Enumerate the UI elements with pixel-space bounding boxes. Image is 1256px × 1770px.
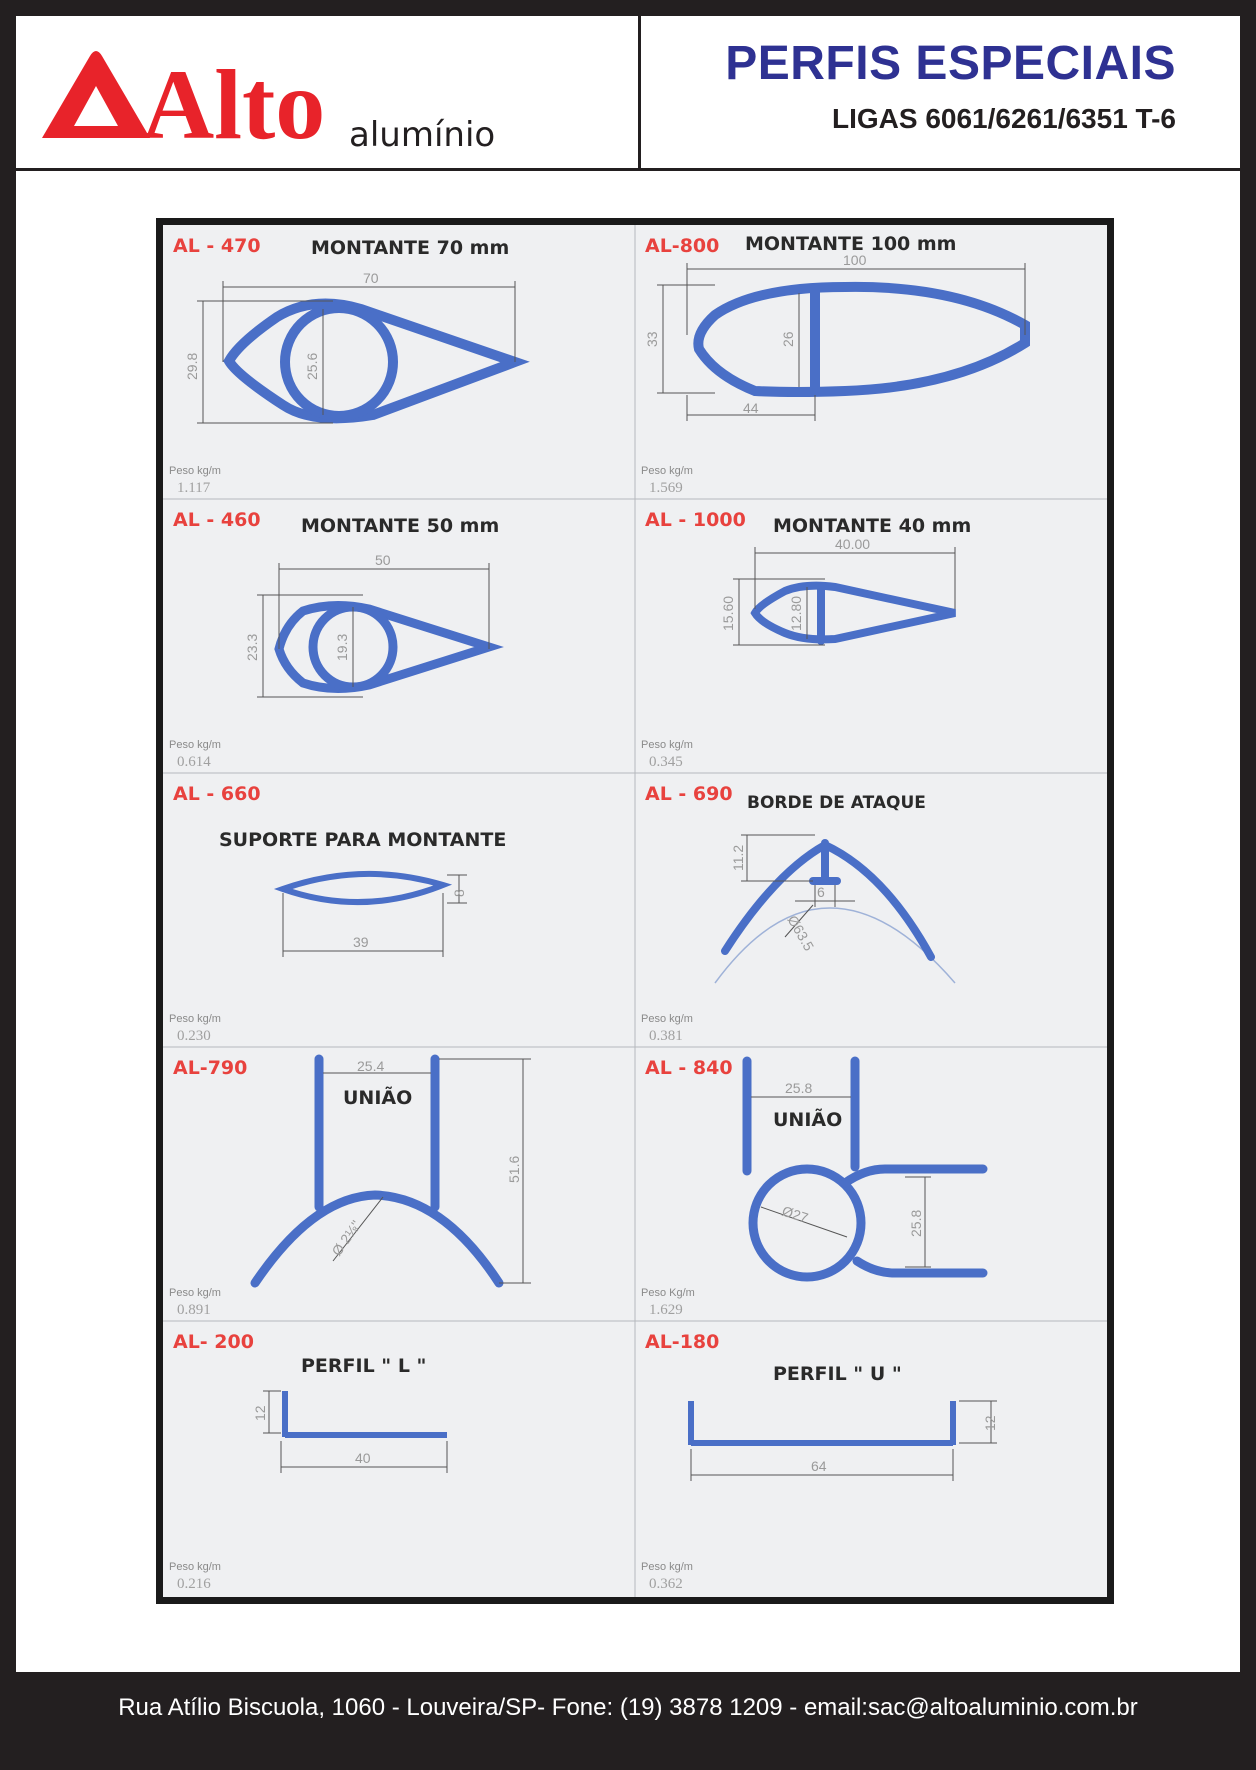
page-footer xyxy=(0,1688,1256,1728)
weight-label: Peso kg/m xyxy=(169,1561,221,1573)
catalog-grid xyxy=(163,225,1107,1597)
al-800-dim-height: 33 xyxy=(644,331,660,347)
brand-name: Alto xyxy=(142,49,326,160)
weight-label: Peso Kg/m xyxy=(641,1287,695,1299)
weight-value: 0.216 xyxy=(177,1576,211,1592)
profile-name: MONTANTE 100 mm xyxy=(745,233,957,255)
weight-label: Peso kg/m xyxy=(641,465,693,477)
al-470-dim-width: 70 xyxy=(363,270,379,286)
profile-name: UNIÃO xyxy=(773,1109,843,1131)
page-title: PERFIS ESPECIAIS xyxy=(725,37,1176,90)
weight-label: Peso kg/m xyxy=(169,739,221,751)
weight-value: 0.381 xyxy=(649,1028,683,1044)
alto-logo xyxy=(34,34,594,164)
al-180-dim-width: 64 xyxy=(811,1458,827,1474)
al-200-dim-width: 40 xyxy=(355,1450,371,1466)
al-660-drawing xyxy=(163,773,633,1047)
profile-card-al-200 xyxy=(163,1321,633,1595)
profile-name: MONTANTE 40 mm xyxy=(773,515,972,537)
al-800-dim-width: 100 xyxy=(843,252,867,268)
al-200-dim-height: 12 xyxy=(252,1405,268,1421)
page-subtitle: LIGAS 6061/6261/6351 T-6 xyxy=(832,102,1176,134)
profile-code: AL - 690 xyxy=(645,783,733,805)
al-800-dim-bottom: 44 xyxy=(743,400,759,416)
al-470-dim-height: 29.8 xyxy=(184,352,200,380)
al-1000-dim-width: 40.00 xyxy=(835,536,871,552)
profile-card-al-460 xyxy=(163,499,633,773)
profile-card-al-1000 xyxy=(635,499,1105,773)
al-790-dim-height: 51.6 xyxy=(506,1155,522,1183)
al-690-dim-height: 11.2 xyxy=(730,844,746,871)
weight-value: 1.117 xyxy=(177,480,211,496)
al-690-dim-diameter: Ø63.5 xyxy=(784,912,818,954)
al-800-drawing xyxy=(635,225,1105,499)
logo-triangle-icon xyxy=(42,51,150,138)
profile-name: PERFIL " U " xyxy=(773,1363,902,1385)
al-790-dim-diameter: Ø 2⅛" xyxy=(328,1217,364,1259)
al-1000-drawing xyxy=(635,499,1105,773)
catalog-sheet xyxy=(16,16,1240,1672)
weight-value: 0.362 xyxy=(649,1576,683,1592)
al-180-dim-height: 12 xyxy=(982,1415,998,1431)
al-460-dim-width: 50 xyxy=(375,552,391,568)
weight-value: 0.614 xyxy=(177,754,211,770)
profile-name: SUPORTE PARA MONTANTE xyxy=(219,829,507,851)
al-660-dim-height: 8 xyxy=(451,889,467,897)
weight-value: 1.569 xyxy=(649,480,683,496)
weight-label: Peso kg/m xyxy=(169,1013,221,1025)
profile-catalog xyxy=(156,218,1114,1604)
profile-card-al-790 xyxy=(163,1047,633,1321)
profile-name: UNIÃO xyxy=(343,1087,413,1109)
weight-value: 0.345 xyxy=(649,754,683,770)
profile-code: AL-800 xyxy=(645,235,720,257)
profile-card-al-690 xyxy=(635,773,1105,1047)
page-header xyxy=(16,16,1240,171)
weight-label: Peso kg/m xyxy=(169,1287,221,1299)
profile-code: AL - 1000 xyxy=(645,509,746,531)
al-470-dim-inner: 25.6 xyxy=(304,352,320,380)
al-840-dim-width: 25.8 xyxy=(785,1080,813,1096)
profile-card-al-800 xyxy=(635,225,1105,499)
al-690-dim-width: 6 xyxy=(817,884,825,900)
weight-value: 1.629 xyxy=(649,1302,683,1318)
profile-code: AL - 840 xyxy=(645,1057,733,1079)
al-1000-dim-height: 15.60 xyxy=(720,595,736,631)
brand-suffix: alumínio xyxy=(349,115,496,155)
title-block xyxy=(656,38,1176,158)
al-470-drawing xyxy=(163,225,633,499)
al-840-dim-height: 25.8 xyxy=(908,1209,924,1237)
al-460-drawing xyxy=(163,499,633,773)
profile-name: BORDE DE ATAQUE xyxy=(747,793,926,813)
profile-code: AL - 660 xyxy=(173,783,261,805)
weight-label: Peso kg/m xyxy=(641,739,693,751)
weight-label: Peso kg/m xyxy=(169,465,221,477)
profile-code: AL-790 xyxy=(173,1057,248,1079)
header-divider xyxy=(638,16,641,168)
profile-card-al-840 xyxy=(635,1047,1105,1321)
profile-name: PERFIL " L " xyxy=(301,1355,427,1377)
weight-value: 0.230 xyxy=(177,1028,211,1044)
al-460-dim-height: 23.3 xyxy=(244,633,260,661)
al-690-drawing xyxy=(635,773,1105,1047)
profile-code: AL - 460 xyxy=(173,509,261,531)
profile-code: AL-180 xyxy=(645,1331,720,1353)
profile-code: AL- 200 xyxy=(173,1331,254,1353)
profile-card-al-180 xyxy=(635,1321,1105,1595)
al-800-dim-inner: 26 xyxy=(780,331,796,347)
profile-code: AL - 470 xyxy=(173,235,261,257)
al-660-dim-width: 39 xyxy=(353,934,369,950)
al-840-dim-diameter: Ø27 xyxy=(780,1202,811,1227)
weight-label: Peso kg/m xyxy=(641,1013,693,1025)
al-790-dim-width: 25.4 xyxy=(357,1058,385,1074)
al-1000-dim-inner: 12.80 xyxy=(788,595,804,631)
profile-name: MONTANTE 70 mm xyxy=(311,237,510,259)
weight-label: Peso kg/m xyxy=(641,1561,693,1573)
profile-name: MONTANTE 50 mm xyxy=(301,515,500,537)
al-460-dim-inner: 19.3 xyxy=(334,633,350,661)
profile-card-al-470 xyxy=(163,225,633,499)
footer-contact: Rua Atílio Biscuola, 1060 - Louveira/SP- Fone: (19) 3878 1209 - email:sac@altoaluminio.com.br xyxy=(118,1694,1138,1721)
al-840-drawing xyxy=(635,1047,1105,1321)
weight-value: 0.891 xyxy=(177,1302,211,1318)
profile-card-al-660 xyxy=(163,773,633,1047)
